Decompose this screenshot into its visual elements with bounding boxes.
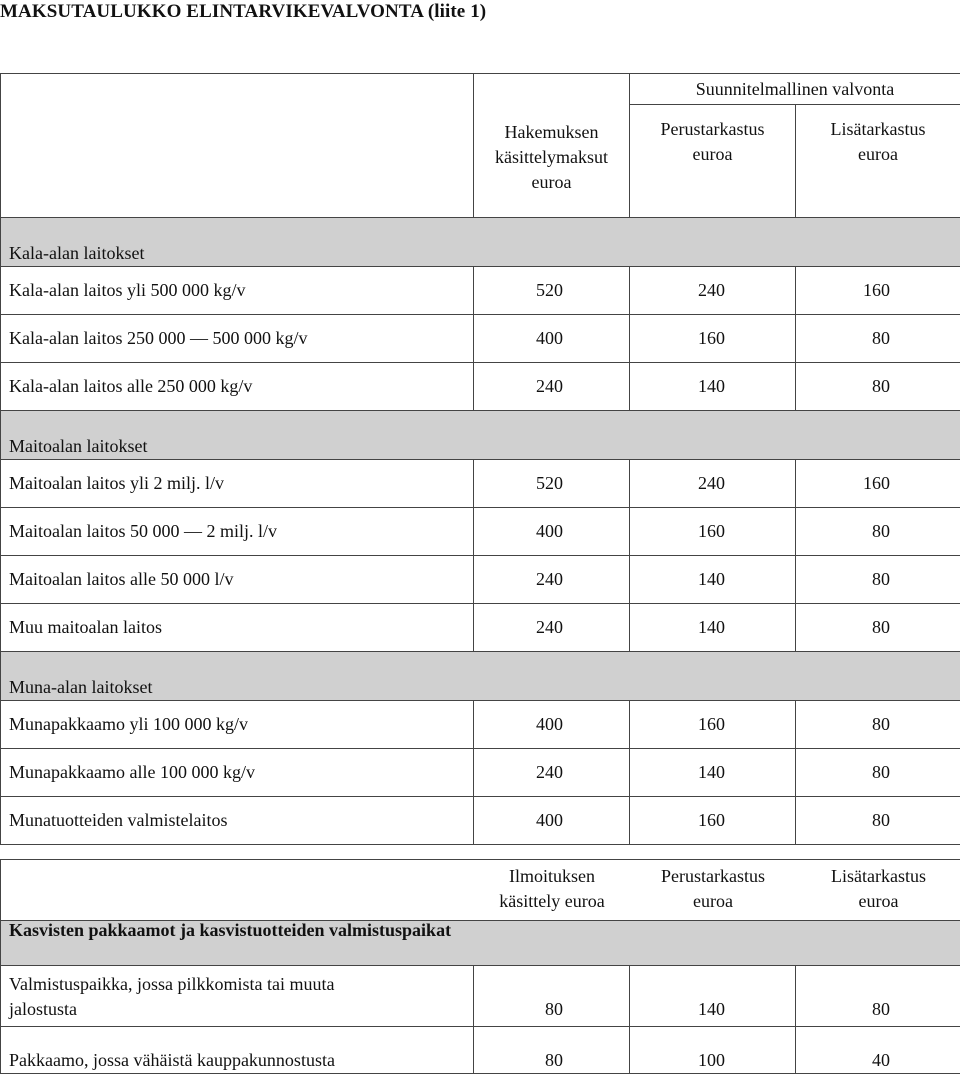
basic-inspection-value: 100 [630,1027,796,1074]
row-label [1,1027,474,1074]
row-label-line: jalostusta [9,997,465,1022]
header-cell [1,860,960,966]
application-fee-value: 240 [474,604,630,652]
table-row [1,508,960,556]
row-label-line: Pakkaamo, jossa vähäistä kauppakunnostusta [9,1050,465,1071]
application-fee-value: 520 [474,460,630,508]
row-label: Kala-alan laitos yli 500 000 kg/v [1,267,474,315]
header-line: Ilmoituksen [474,864,630,889]
basic-inspection-value: 160 [630,315,796,363]
application-fee-value: 240 [474,749,630,797]
table-row [1,797,960,845]
row-label: Maitoalan laitos yli 2 milj. l/v [1,460,474,508]
row-label: Munapakkaamo alle 100 000 kg/v [1,749,474,797]
notification-fee-value: 80 [474,1027,630,1074]
header-basic-inspection [630,105,796,218]
header-line: Perustarkastus [638,117,787,142]
table-row [1,267,960,315]
header-extra-inspection [796,105,960,218]
section-label: Muna-alan laitokset [1,652,960,701]
row-label: Kala-alan laitos alle 250 000 kg/v [1,363,474,411]
basic-inspection-value: 140 [630,749,796,797]
section-label: Kala-alan laitokset [1,218,960,267]
header-line: euroa [482,170,621,195]
extra-inspection-value: 160 [796,460,960,508]
table-row [1,701,960,749]
header-planned-supervision: Suunnitelmallinen valvonta [630,74,960,105]
row-label: Munatuotteiden valmistelaitos [1,797,474,845]
header-line: Lisätarkastus [804,117,952,142]
application-fee-value: 400 [474,315,630,363]
extra-inspection-value: 80 [796,556,960,604]
row-label: Muu maitoalan laitos [1,604,474,652]
extra-inspection-value: 80 [796,604,960,652]
table-row [1,556,960,604]
basic-inspection-value: 160 [630,508,796,556]
extra-inspection-value: 40 [796,1027,960,1074]
header-line: Hakemuksen [482,120,621,145]
header-line: euroa [630,889,796,914]
header-empty-cell [1,74,474,218]
header-line: euroa [796,889,960,914]
basic-inspection-value: 140 [630,363,796,411]
extra-inspection-value: 80 [796,508,960,556]
header-group-row [1,74,960,105]
row-label: Maitoalan laitos alle 50 000 l/v [1,556,474,604]
application-fee-value: 240 [474,363,630,411]
section-row-egg [1,652,960,701]
document-title: MAKSUTAULUKKO ELINTARVIKEVALVONTA (liite 1) [0,0,960,24]
row-label: Maitoalan laitos 50 000 — 2 milj. l/v [1,508,474,556]
section-label: Maitoalan laitokset [1,411,960,460]
header-line: käsittely euroa [474,889,630,914]
header-line: euroa [804,142,952,167]
application-fee-value: 240 [474,556,630,604]
basic-inspection-value: 140 [630,604,796,652]
header-line: euroa [638,142,787,167]
application-fee-value: 400 [474,701,630,749]
row-label [1,966,474,1027]
section-row-dairy [1,411,960,460]
basic-inspection-value: 140 [630,556,796,604]
row-label: Kala-alan laitos 250 000 — 500 000 kg/v [1,315,474,363]
extra-inspection-value: 80 [796,966,960,1027]
extra-inspection-value: 80 [796,797,960,845]
header-application-fee [474,74,630,218]
extra-inspection-value: 80 [796,749,960,797]
application-fee-value: 520 [474,267,630,315]
extra-inspection-value: 160 [796,267,960,315]
basic-inspection-value: 160 [630,701,796,749]
table-row [1,363,960,411]
application-fee-value: 400 [474,797,630,845]
table-row [1,315,960,363]
table-row [1,1027,960,1074]
table-row [1,966,960,1027]
extra-inspection-value: 80 [796,315,960,363]
table-row [1,604,960,652]
basic-inspection-value: 160 [630,797,796,845]
extra-inspection-value: 80 [796,363,960,411]
header-line: Lisätarkastus [796,864,960,889]
basic-inspection-value: 240 [630,267,796,315]
fee-table-vegetables [0,859,960,1074]
table-row [1,460,960,508]
header-line: käsittelymaksut [482,145,621,170]
header-row [1,860,960,966]
section-label: Kasvisten pakkaamot ja kasvistuotteiden valmistuspaikat [9,918,451,942]
application-fee-value: 400 [474,508,630,556]
header-notification-fee [474,864,630,914]
header-line: Perustarkastus [630,864,796,889]
notification-fee-value: 80 [474,966,630,1027]
row-label: Munapakkaamo yli 100 000 kg/v [1,701,474,749]
table-row [1,749,960,797]
basic-inspection-value: 140 [630,966,796,1027]
extra-inspection-value: 80 [796,701,960,749]
row-label-line: Valmistuspaikka, jossa pilkkomista tai muuta [9,972,465,997]
header-extra-inspection [796,864,960,914]
section-row-fish [1,218,960,267]
fee-table-inspections [0,73,960,845]
basic-inspection-value: 240 [630,460,796,508]
header-basic-inspection [630,864,796,914]
